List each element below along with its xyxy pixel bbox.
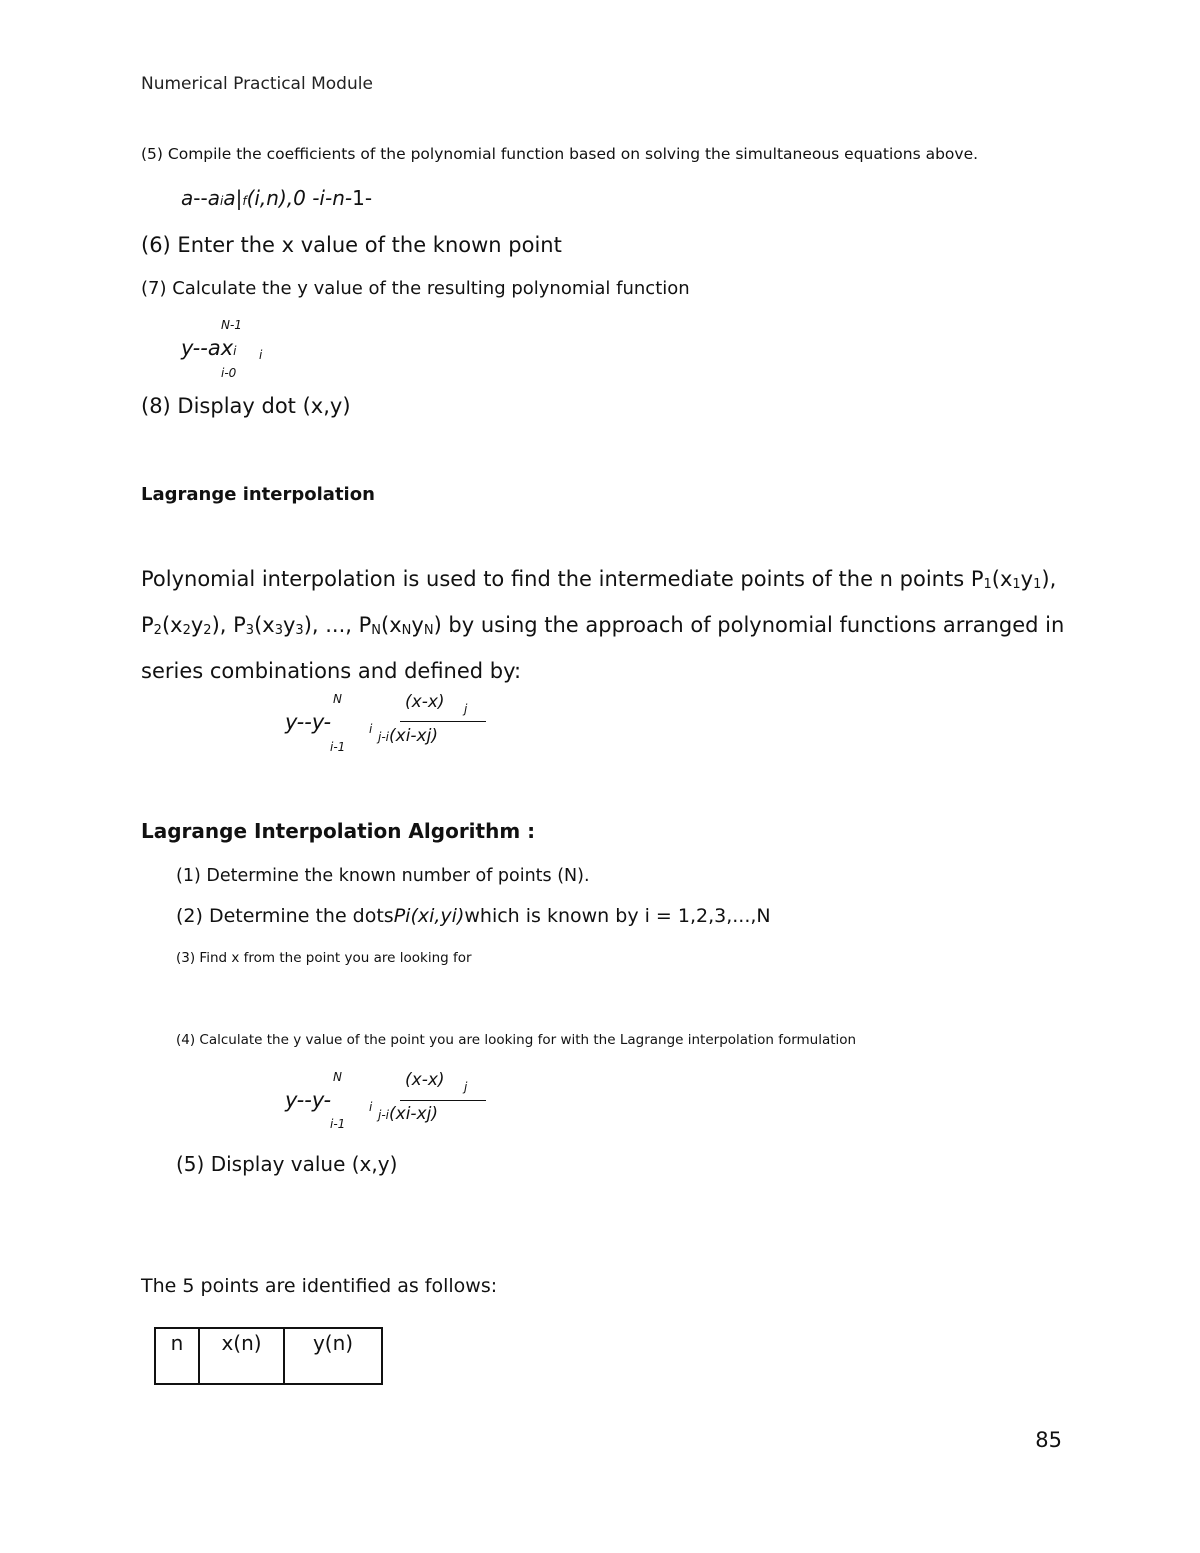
formula2-denominator: (xi-xj) — [389, 1104, 438, 1124]
lagrange-heading: Lagrange interpolation — [141, 484, 375, 505]
para-text: P — [141, 613, 154, 637]
points-table — [154, 1327, 383, 1385]
formula2-num-sub: j — [464, 1080, 468, 1094]
step-6-text: (6) Enter the x value of the known point — [141, 233, 562, 257]
formula-upper-limit: N — [333, 692, 342, 706]
para-sub: N — [423, 623, 434, 638]
step-8-text: (8) Display dot (x,y) — [141, 394, 351, 418]
poly-sub: i — [233, 344, 237, 358]
coefficient-equation — [181, 186, 372, 210]
para-sub: 1 — [1033, 577, 1042, 592]
poly-exponent: i — [259, 348, 263, 362]
para-text: y — [190, 613, 204, 637]
para-sub: N — [401, 623, 412, 638]
eq-lhs: a — [181, 186, 194, 210]
eq-bar: | — [235, 186, 243, 210]
algorithm-heading: Lagrange Interpolation Algorithm : — [141, 819, 536, 843]
para-text: Polynomial interpolation is used to find the intermediate points of the n points P — [141, 567, 984, 591]
points-intro: The 5 points are identified as follows: — [141, 1275, 498, 1297]
formula-num-sub: j — [464, 702, 468, 716]
para-text: y — [411, 613, 424, 637]
para-text: (x — [991, 567, 1013, 591]
eq-args: (i,n), — [246, 186, 294, 210]
formula2-lower-limit: i-1 — [330, 1117, 346, 1131]
algo-step-2-post: which is known by i = 1,2,3,...,N — [464, 905, 771, 927]
eq-one: 1- — [352, 186, 373, 210]
algo-step-3: (3) Find x from the point you are looking for — [176, 950, 472, 966]
para-sub: 2 — [203, 623, 212, 638]
para-sub: 1 — [983, 577, 992, 592]
formula2-numerator: (x-x) — [405, 1070, 445, 1090]
formula2-upper-limit: N — [333, 1070, 342, 1084]
algo-step-2 — [176, 905, 771, 927]
col-header-xn: x(n) — [199, 1328, 284, 1384]
para-sub: 3 — [295, 623, 304, 638]
algo-step-1: (1) Determine the known number of points (N). — [176, 866, 590, 886]
para-text: (x — [161, 613, 183, 637]
formula-denominator: (xi-xj) — [389, 726, 438, 746]
eq-dash: -- — [193, 186, 208, 210]
col-header-n: n — [155, 1328, 199, 1384]
formula-lhs: y--y- — [285, 710, 332, 734]
formula2-lhs: y--y- — [285, 1088, 332, 1112]
formula-numerator: (x-x) — [405, 692, 445, 712]
para-text: (x — [254, 613, 275, 637]
formula-yi-sub: i — [369, 722, 373, 736]
para-sub: 2 — [182, 623, 191, 638]
formula-denominator-group — [378, 726, 438, 746]
para-sub: 2 — [153, 623, 162, 638]
page-header: Numerical Practical Module — [141, 74, 373, 94]
lagrange-paragraph — [141, 559, 1071, 692]
eq-sub-f: f — [242, 194, 247, 208]
formula2-den-pre: j-i — [378, 1108, 389, 1122]
para-sub: 1 — [1012, 577, 1021, 592]
formula-fraction-bar — [400, 721, 486, 722]
para-sub: 3 — [274, 623, 283, 638]
formula-lower-limit: i-1 — [330, 740, 346, 754]
sum-lower-limit: i-0 — [221, 366, 237, 380]
step-7-text: (7) Calculate the y value of the resulting polynomial function — [141, 278, 690, 299]
para-text: ), ..., P — [303, 613, 372, 637]
formula2-denominator-group — [378, 1104, 438, 1124]
algo-step-2-math: Pi(xi,yi) — [393, 905, 465, 927]
eq-a2: a — [223, 186, 236, 210]
algo-step-2-pre: (2) Determine the dots — [176, 905, 394, 927]
sum-upper-limit: N-1 — [221, 318, 242, 332]
eq-a: a — [207, 186, 220, 210]
para-text: (x — [381, 613, 402, 637]
formula-den-pre: j-i — [378, 730, 389, 744]
para-text: ), — [1041, 567, 1057, 591]
eq-sub-i: i — [219, 194, 224, 208]
para-text: y — [282, 613, 296, 637]
step-5-text: (5) Compile the coefficients of the polynomial function based on solving the simultaneous equations above. — [141, 145, 979, 163]
page-number: 85 — [1035, 1428, 1062, 1452]
poly-lhs: y--ax — [181, 336, 234, 360]
para-text: y — [1020, 567, 1034, 591]
formula2-fraction-bar — [400, 1100, 486, 1101]
algo-step-4: (4) Calculate the y value of the point you are looking for with the Lagrange interpolation formulation — [176, 1032, 857, 1048]
polynomial-equation — [181, 336, 236, 360]
formula2-yi-sub: i — [369, 1100, 373, 1114]
para-sub: 3 — [245, 623, 255, 638]
para-sub: N — [371, 623, 382, 638]
para-text: ), P — [211, 613, 246, 637]
eq-rest: 0 -i-n- — [293, 186, 353, 210]
algo-step-5: (5) Display value (x,y) — [176, 1152, 398, 1176]
col-header-yn: y(n) — [284, 1328, 382, 1384]
para-text: ) by using the approach of polynomial functions arranged in series combinations and defined by: — [141, 613, 1065, 683]
table-header-row — [155, 1328, 382, 1384]
